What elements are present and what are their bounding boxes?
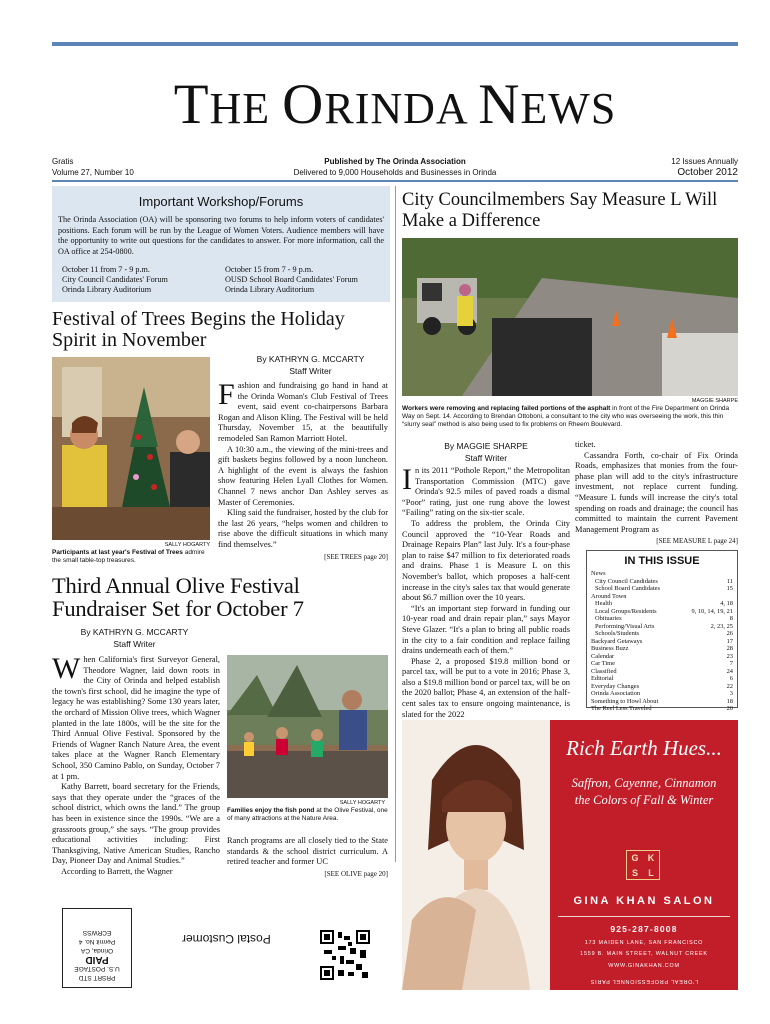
issue-row-label: School Board Candidates: [595, 585, 660, 592]
olive-byline: By KATHRYN G. MCCARTY Staff Writer: [80, 627, 189, 649]
issue-row: [591, 690, 733, 698]
in-this-issue-title: IN THIS ISSUE: [624, 555, 700, 567]
issue-row-page: 18: [726, 697, 733, 705]
issue-row-page: 23: [726, 652, 733, 660]
city-photo: [402, 238, 738, 396]
issue-date: October 2012: [677, 167, 738, 178]
issue-row-label: Performing/Visual Arts: [595, 622, 655, 630]
workshop-title: Important Workshop/Forums: [138, 194, 304, 209]
issue-row-page: 17: [726, 637, 733, 645]
olive-caption: Families enjoy the fish pond at the Olive Festival, one of many attractions at the Nature Area.: [227, 807, 388, 822]
salon-address-2: 1559 B. MAIN STREET, WALNUT CREEK: [580, 951, 708, 957]
postal-customer-label: Postal Customer: [182, 932, 271, 946]
issue-row: [591, 608, 733, 616]
issue-row-page: 6: [729, 675, 733, 682]
issue-row-page: 22: [726, 682, 733, 690]
olive-photo-credit: SALLY HOGARTY: [339, 800, 385, 806]
issue-row-page: 4, 18: [720, 600, 733, 607]
issue-row: [591, 668, 733, 676]
issue-row: [591, 653, 733, 661]
salon-advertisement: [402, 720, 738, 990]
workshop-box: [52, 186, 390, 302]
issue-row: [591, 675, 733, 683]
festival-continued: [SEE TREES page 20]: [324, 552, 388, 561]
workshop-text: The Orinda Association (OA) will be sponsoring two forums to help inform voters of candidates' positions. Each forum will be run by the League of Women Voters. Audience members will have the opportunity to write out questions for the candidates to answer. For more information, call the OA office at 254-0800.: [58, 215, 384, 256]
issue-row-page: 9, 10, 14, 19, 21: [691, 607, 733, 615]
issue-row-page: 11: [726, 577, 733, 585]
issue-row-page: 20: [726, 705, 733, 712]
issue-row: [591, 615, 733, 623]
issue-row: [591, 630, 733, 638]
ad-small-print: L'OREAL PROFESSIONNEL PARIS: [589, 978, 699, 984]
issue-row: [591, 645, 733, 653]
issue-row: [591, 683, 733, 691]
issue-row: [591, 600, 733, 608]
top-rule: [52, 42, 738, 46]
issue-row: [591, 638, 733, 646]
issue-row: [591, 698, 733, 706]
olive-headline: Third Annual Olive Festival Fundraiser Set for October 7: [52, 573, 304, 621]
ad-headline: Rich Earth Hues...: [566, 736, 722, 760]
issue-row-label: Schools/Students: [595, 630, 640, 637]
festival-body: Fashion and fundraising go hand in hand at the Orinda Woman's Club Festival of Trees event, said event co-chairpersons Barbara Rogan and Alison Kling. The Festival will be held Thursday, November 15, at the beautifully remodeled San Ramon Marriott Hotel. A 10:30 a.m., the viewing of the mini-trees and gift baskets begins followed by a noon luncheon. A highlight of the event is always the fashion show featuring Helen Lyall Clothes for Women. Channel 7 news anchor Dan Ashley serves as Master of Ceremonies. Kling said the fundraiser, hosted by the club for the last 26 years, “helps women and children to rise above the difficult situations in which many find themselves.” [SEE TREES page 20]: [218, 378, 388, 561]
city-byline: By MAGGIE SHARPE Staff Writer: [444, 441, 528, 463]
issue-row-label: Orinda Association: [591, 690, 641, 697]
issue-row: [591, 570, 733, 578]
masthead-center: Published by The Orinda Association Delivered to 9,000 Households and Businesses in Orinda: [293, 157, 497, 177]
issue-row-label: The Reel Less Traveled: [591, 705, 652, 712]
issue-row-label: Local Groups/Residents: [595, 607, 657, 615]
issue-row: [591, 585, 733, 593]
issue-row-page: 2, 23, 25: [710, 622, 733, 630]
issue-row-page: 26: [726, 630, 733, 637]
ad-model-photo: [402, 720, 550, 990]
masthead-left: Gratis Volume 27, Number 10: [52, 157, 134, 177]
column-divider: [395, 186, 396, 862]
ad-red-panel: [550, 720, 738, 990]
festival-photo: [52, 357, 210, 540]
masthead-rule: [52, 180, 738, 182]
issue-row-label: Calendar: [591, 652, 615, 660]
issue-row-page: 15: [726, 585, 733, 592]
mailing-area: [52, 860, 392, 990]
salon-logo: G K S L: [626, 850, 660, 880]
workshop-event-left: October 11 from 7 - 9 p.m. City Council Candidates' Forum Orinda Library Auditorium: [62, 265, 168, 294]
issue-row: [591, 705, 733, 713]
issue-row-label: Business Buzz: [591, 645, 629, 652]
ad-subhead: Saffron, Cayenne, Cinnamon the Colors of Fall & Winter: [571, 776, 717, 807]
olive-body-continued: Ranch programs are all closely tied to the State standards & the school district curriculum. A retired teacher and former UC [SEE OLIVE page 20]: [227, 836, 388, 878]
olive-photo: [227, 655, 388, 798]
city-continued: [SEE MEASURE L page 24]: [656, 537, 738, 546]
issue-row-label: Classified: [591, 667, 617, 675]
qr-code-icon: [320, 930, 370, 980]
city-caption: Workers were removing and replacing failed portions of the asphalt in front of the Fire Department on Orinda Way on Sept. 14. According to Brendan Ottoboni, a consultant to the city who was overseeing the work, this thin “slurry seal” method is also being used to fix problems on Rheem Boulevard.: [402, 405, 730, 428]
workshop-event-right: October 15 from 7 - 9 p.m. OUSD School Board Candidates' Forum Orinda Library Auditorium: [225, 265, 358, 294]
olive-body: When California's first Surveyor General, Theodore Wagner, laid down roots in the City of Orinda and helped establish the town's first school, did he imagine the type of legacy he was establishing? Some 130 years later, the orchard of Mission Olive trees, which Wagner planted in the late 1800s, will be the site for the Third Annual Olive Festival. Sponsored by the Friends of Wagner Ranch Nature Area, the event takes place at the Wagner Ranch Elementary School, 350 Camino Pablo, on Sunday, October 7 at 1 pm. Kathy Barrett, board secretary for the Friends, says that they operate under the “graces of the school district, which owns the land.” The group has been in existence since the 1990s. “We are a grassroots group,” she says. “The group provides educational activities including: First Thanksgiving, Native American Studies, Rancho Day, Pioneer Day and Animal Studies.” According to Barrett, the Wagner: [52, 652, 220, 876]
issue-row-label: Something to Howl About: [591, 697, 659, 705]
festival-headline: Festival of Trees Begins the Holiday Spirit in November: [52, 308, 345, 351]
festival-caption: Participants at last year's Festival of Trees admire the small table-top treasures.: [52, 549, 205, 564]
salon-address-1: 173 MAIDEN LANE, SAN FRANCISCO: [584, 940, 704, 946]
issue-row-label: Car Time: [591, 660, 615, 667]
issue-row-label: Health: [595, 600, 613, 607]
salon-name: GINA KHAN SALON: [573, 895, 715, 907]
issue-row-page: 28: [726, 645, 733, 652]
city-body-continued: ticket. Cassandra Forth, co-chair of Fix Orinda Roads, emphasizes that monies from the four-phase plan will add to the city's infrastructure investment, not replace current funding. “Measure L funds will increase the city's total spending on roads and drainage; the council has committed to maintain the current Pavement Management Program as [SEE MEASURE L page 24]: [575, 440, 738, 546]
issue-row-label: Around Town: [591, 592, 627, 600]
issue-row: [591, 593, 733, 601]
issue-row: [591, 660, 733, 668]
issue-row-page: 24: [726, 667, 733, 675]
issue-row-label: Editorial: [591, 675, 614, 682]
masthead-title: THE ORINDA NEWS: [173, 73, 617, 136]
issue-row-label: City Council Candidates: [595, 577, 658, 585]
issue-row-label: Backyard Getaways: [591, 637, 643, 645]
masthead-right: 12 Issues Annually October 2012: [671, 157, 738, 178]
issue-row: [591, 578, 733, 586]
issue-row: [591, 623, 733, 631]
issue-row-label: News: [591, 570, 606, 577]
olive-continued: [SEE OLIVE page 20]: [324, 869, 388, 878]
issue-row-label: Everyday Changes: [591, 682, 640, 690]
city-headline: City Councilmembers Say Measure L Will Make a Difference: [402, 190, 718, 231]
city-photo-credit: MAGGIE SHARPE: [691, 398, 738, 404]
city-body: In its 2011 “Pothole Report,” the Metropolitan Transportation Commission (MTC) gave Orinda's 92.5 miles of paved roads a dismal “Poor” rating, just one rung above the lowest “Failing” rating on the six-tier scale. To address the problem, the Orinda City Council approved the “10-Year Roads and Drainage Repairs Plan” last July. It's a four-phase plan to raise $47 million to fix deteriorated roads and drains. Phase 1 is Measure L on this November's ballot, which proposes a half-cent increase in the city's sales tax that would generate about $6.7 million over the 10 years. “It's an important step forward in funding our 10-year road and drain repair plan,” says Mayor Steve Glazer. “It's a plan to bring all public roads in the city to a fair condition and replace failing drains underneath each of them.” Phase 2, a proposed $19.8 million bond or parcel tax, will be put to a vote in 2016; Phase 3, also a $19.8 million bond or parcel tax, will be on the 2020 ballot; Phase 4, an extension of the half-cent sales tax to ensure ongoing maintenance, is slated for the 2022: [402, 463, 570, 719]
salon-phone: 925-287-8008: [610, 924, 678, 934]
salon-website: WWW.GINAKHAN.COM: [608, 963, 680, 969]
issue-row-page: 7: [729, 660, 733, 667]
issue-row-label: Obituaries: [595, 615, 622, 622]
festival-photo-credit: SALLY HOGARTY: [164, 542, 210, 548]
ad-divider: [558, 916, 730, 917]
festival-byline: By KATHRYN G. MCCARTY Staff Writer: [256, 354, 365, 376]
issue-row-page: 3: [729, 690, 733, 697]
issue-row-page: 8: [729, 615, 733, 622]
postage-indicia: PRSRT STD U.S. POSTAGE PAID Orinda, CA Permit No. 4 ECRWSS: [62, 908, 132, 988]
in-this-issue-box: [586, 550, 738, 712]
